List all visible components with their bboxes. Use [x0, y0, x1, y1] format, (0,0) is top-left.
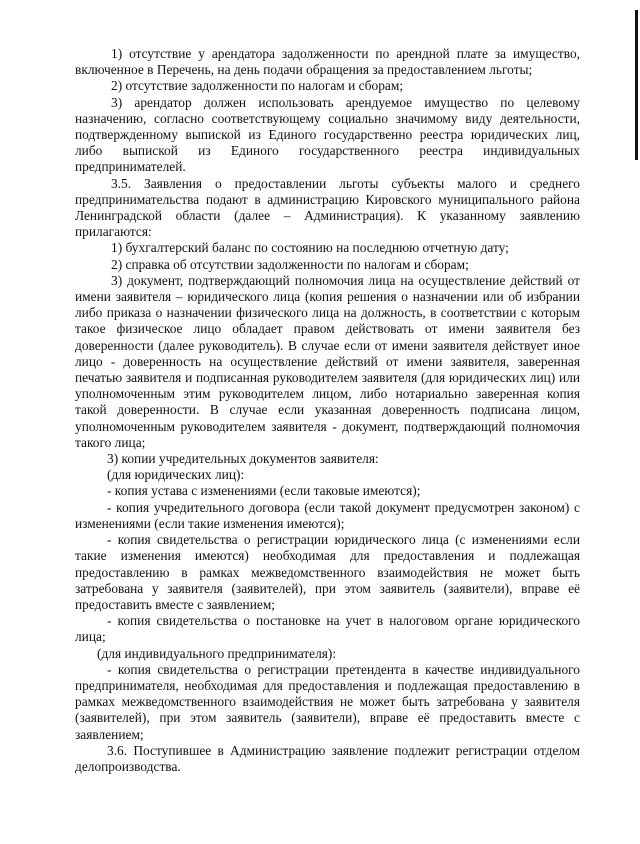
paragraph-section-3-6: 3.6. Поступившее в Администрацию заявление подлежит регистрации отделом делопроизводства.	[75, 742, 580, 774]
paragraph-founding-agreement: - копия учредительного договора (если такой документ предусмотрен законом) с изменениями (если такие изменения имеются);	[75, 499, 580, 531]
paragraph-legal-entities-heading: (для юридических лиц):	[107, 467, 245, 483]
paragraph-tax-registration: - копия свидетельства о постановке на учет в налоговом органе юридического лица;	[75, 613, 580, 645]
scan-edge-mark	[635, 10, 638, 160]
paragraph-entrepreneur-certificate: - копия свидетельства о регистрации претендента в качестве индивидуального предпринимателя, необходимая для предоставления и подлежащая предоставлению в рамках межведомственного взаимодействия не может быть затребована у заявителя (заявителей), при этом заявитель (заявители), вправе её предоставить вместе с заявлением;	[75, 661, 580, 742]
paragraph-condition-1: 1) отсутствие у арендатора задолженности по арендной плате за имущество, включенное в Перечень, на день подачи обращения за предоставлением льготы;	[75, 46, 580, 78]
paragraph-charter-copy: - копия устава с изменениями (если таковые имеются);	[107, 483, 421, 499]
paragraph-registration-certificate: - копия свидетельства о регистрации юридического лица (с изменениями если такие изменения имеются) необходимая для предоставления и подлежащая предоставлению в рамках межведомственного взаимодействия не может быть затребована у заявителя (заявителей), при этом заявитель (заявители), вправе её предоставить вместе с заявлением;	[75, 532, 580, 612]
paragraph-attachment-1: 1) бухгалтерский баланс по состоянию на последнюю отчетную дату;	[111, 240, 509, 256]
paragraph-attachment-2: 2) справка об отсутствии задолженности по налогам и сборам;	[111, 256, 469, 272]
paragraph-section-3-5: 3.5. Заявления о предоставлении льготы субъекты малого и среднего предпринимательства подают в администрацию Кировского муниципального района Ленинградской области (далее – Администрация). К указанному заявлению прилагаются:	[75, 175, 580, 240]
document-body	[75, 46, 580, 775]
paragraph-condition-2: 2) отсутствие задолженности по налогам и сборам;	[111, 78, 404, 94]
paragraph-condition-3: 3) арендатор должен использовать арендуемое имущество по целевому назначению, согласно соответствующему социально значимому виду деятельности, подтвержденному выпиской из Единого государственно реестра юридических лиц, либо выпиской из Единого государственного реестра индивидуальных предпринимателей.	[75, 94, 580, 175]
paragraph-attachment-3: 3) документ, подтверждающий полномочия лица на осуществление действий от имени заявителя – юридического лица (копия решения о назначении или об избрании либо приказа о назначении физического лица на должность, в соответствии с которым такое физическое лицо обладает правом действовать от имени заявителя без доверенности (далее руководитель). В случае если от имени заявителя действует иное лицо - доверенность на осуществление действий от имени заявителя, заверенная печатью заявителя и подписанная руководителем заявителя (для юридических лиц) или уполномоченным этим руководителем лицом, либо нотариально заверенная копия такой доверенности. В случае если указанная доверенность подписана лицом, уполномоченным руководителем заявителя - документ, подтверждающий полномочия такого лица;	[75, 272, 580, 450]
paragraph-founding-docs: 3) копии учредительных документов заявителя:	[107, 451, 379, 467]
paragraph-entrepreneur-heading: (для индивидуального предпринимателя):	[97, 645, 337, 661]
